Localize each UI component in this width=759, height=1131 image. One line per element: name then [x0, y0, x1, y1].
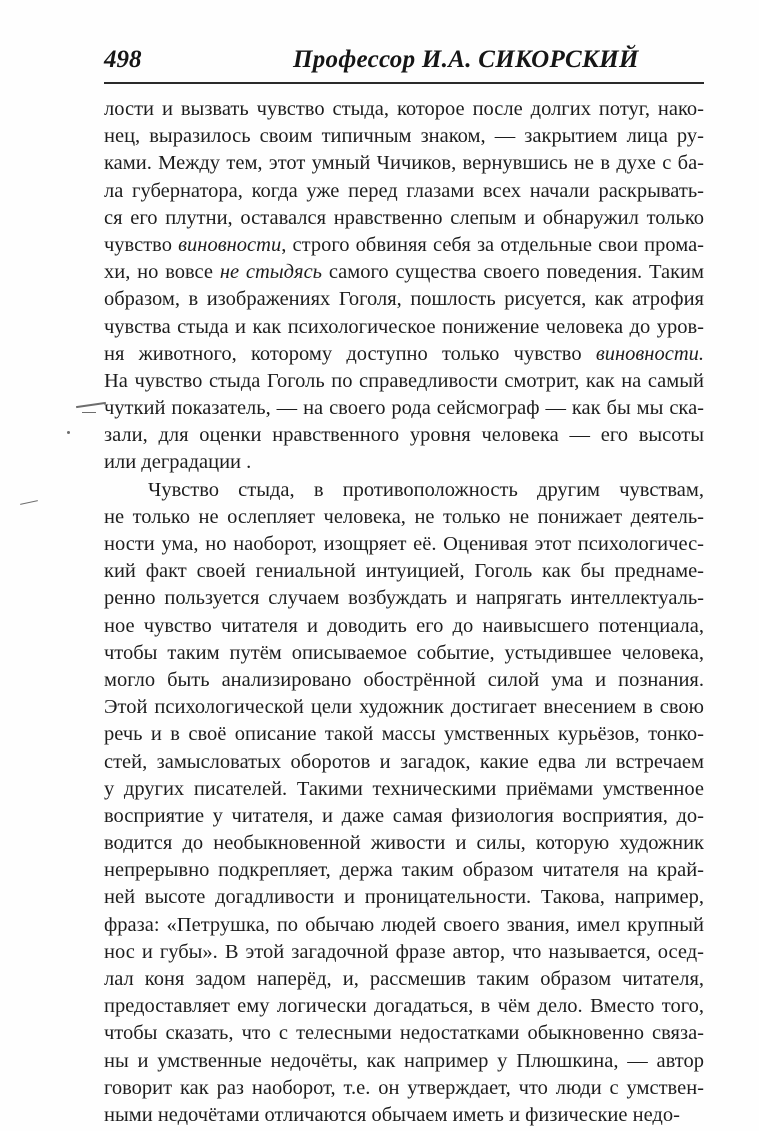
text-segment: нос и губы». В этой загадочной фразе автор, что называется, осед-	[104, 940, 704, 963]
text-segment: чувства стыда и как психологическое понижение человека до уров-	[104, 315, 704, 338]
text-line	[104, 585, 704, 612]
text-line	[104, 749, 704, 776]
text-segment: нец, выразилось своим типичным знаком, — закрытием лица ру-	[104, 125, 704, 148]
text-line	[104, 1075, 704, 1102]
text-segment: говорит как раз наоборот, т.е. он утверждает, что люди с умствен-	[104, 1076, 704, 1099]
text-segment: предоставляет ему логически догадаться, в чём дело. Вместо того,	[104, 995, 704, 1018]
italic-text: виновности	[178, 233, 282, 256]
text-line	[104, 1048, 704, 1075]
text-line	[104, 1020, 704, 1047]
text-segment: речь и в своё описание такой массы умственных курьёзов, тонко-	[104, 723, 704, 746]
scan-speck	[67, 431, 70, 434]
text-segment: ны и умственные недочёты, как например у Плюшкина, — автор	[104, 1049, 704, 1072]
text-segment: ла губернатора, когда уже перед глазами всех начали раскрывать-	[104, 179, 704, 202]
text-line	[104, 422, 704, 449]
text-line	[104, 341, 704, 368]
text-line	[104, 830, 704, 857]
text-segment: Этой психологической цели художник достигает внесением в свою	[104, 696, 704, 719]
text-segment: или деградации .	[104, 451, 252, 474]
text-line	[104, 504, 704, 531]
text-segment: непрерывно подкрепляет, держа таким образом читателя на край-	[104, 859, 704, 882]
text-line	[104, 368, 704, 395]
text-segment: чтобы таким путём описываемое событие, устыдившее человека,	[104, 641, 704, 664]
text-segment: ное чувство читателя и доводить его до наивысшего потенциала,	[104, 614, 704, 637]
header-rule	[104, 82, 704, 84]
text-segment: у других писателей. Такими техническими приёмами умственное	[104, 777, 704, 800]
text-segment: не только не ослепляет человека, не только не понижает деятель-	[104, 505, 704, 528]
text-segment: водится до необыкновенной живости и силы, которую художник	[104, 832, 704, 855]
text-line	[104, 232, 704, 259]
text-line	[104, 477, 704, 504]
text-line	[104, 613, 704, 640]
text-segment: ренно пользуется случаем возбуждать и напрягать интеллектуаль-	[104, 587, 704, 610]
text-line	[104, 721, 704, 748]
scan-speck	[76, 402, 106, 408]
text-line	[104, 286, 704, 313]
text-segment: чувство	[104, 233, 179, 256]
text-segment: стей, замысловатых оборотов и загадок, какие едва ли встречаем	[104, 750, 704, 773]
text-line	[104, 205, 704, 232]
text-segment: хи, но вовсе	[104, 261, 220, 284]
text-line	[104, 912, 704, 939]
text-line	[104, 531, 704, 558]
text-line	[104, 803, 704, 830]
text-segment: чтобы сказать, что с телесными недостатками обыкновенно связа-	[104, 1022, 704, 1045]
text-segment: ности ума, но наоборот, изощряет её. Оценивая этот психологичес-	[104, 533, 704, 555]
text-segment: зали, для оценки нравственного уровня человека — его высоты	[104, 424, 704, 447]
text-segment: образом, в изображениях Гоголя, пошлость рисуется, как атрофия	[104, 288, 704, 311]
text-line	[104, 667, 704, 694]
body-text	[104, 96, 704, 1129]
text-line	[104, 640, 704, 667]
text-segment: фраза: «Петрушка, по обычаю людей своего звания, имел крупный	[104, 913, 704, 936]
text-line	[104, 96, 704, 123]
text-segment: Чувство стыда, в противоположность другим чувствам,	[148, 478, 704, 501]
text-line	[104, 558, 704, 585]
scan-speck	[82, 412, 96, 413]
text-segment: ными недочётами отличаются обычаем иметь и физические недо-	[104, 1103, 680, 1126]
text-line	[104, 884, 704, 911]
text-segment: ня животного, которому доступно только чувство	[104, 342, 596, 365]
text-line	[104, 857, 704, 884]
text-line	[104, 314, 704, 341]
text-line	[104, 259, 704, 286]
text-segment: лал коня задом наперёд, и, рассмешив таким образом читателя,	[104, 968, 704, 990]
text-line	[104, 966, 704, 993]
text-line	[104, 449, 704, 476]
text-segment: восприятие у читателя, и даже самая физиология восприятия, до-	[104, 804, 704, 827]
text-line	[104, 694, 704, 721]
running-head: Профессор И.А. СИКОРСКИЙ	[293, 46, 639, 73]
text-segment: ней высоте догадливости и проницательности. Такова, например,	[104, 886, 704, 909]
text-segment: могло быть анализировано обострённой силой ума и познания.	[104, 668, 704, 691]
text-segment: ками. Между тем, этот умный Чичиков, вернувшись не в духе с ба-	[104, 152, 704, 175]
text-segment: кий факт своей гениальной интуицией, Гоголь как бы преднаме-	[104, 560, 704, 583]
page-header	[104, 42, 704, 82]
text-line	[104, 939, 704, 966]
text-line	[104, 123, 704, 150]
page-number: 498	[104, 46, 142, 73]
text-segment: лости и вызвать чувство стыда, которое после долгих потуг, нако-	[104, 98, 704, 120]
text-segment: чуткий показатель, — на своего рода сейсмограф — как бы мы ска-	[104, 397, 704, 420]
text-line	[104, 150, 704, 177]
text-line	[104, 178, 704, 205]
scan-speck	[20, 500, 38, 505]
text-segment: ся его плутни, оставался нравственно слепым и обнаружил только	[104, 206, 704, 229]
text-segment: , строго обвиняя себя за отдельные свои прома-	[281, 233, 704, 256]
text-line	[104, 993, 704, 1020]
italic-text: виновности.	[595, 342, 704, 365]
text-line	[104, 776, 704, 803]
italic-text: не стыдясь	[219, 261, 323, 284]
text-line	[104, 395, 704, 422]
text-segment: На чувство стыда Гоголь по справедливости смотрит, как на самый	[104, 369, 704, 392]
text-line	[104, 1102, 704, 1129]
text-segment: самого существа своего поведения. Таким	[322, 261, 704, 284]
